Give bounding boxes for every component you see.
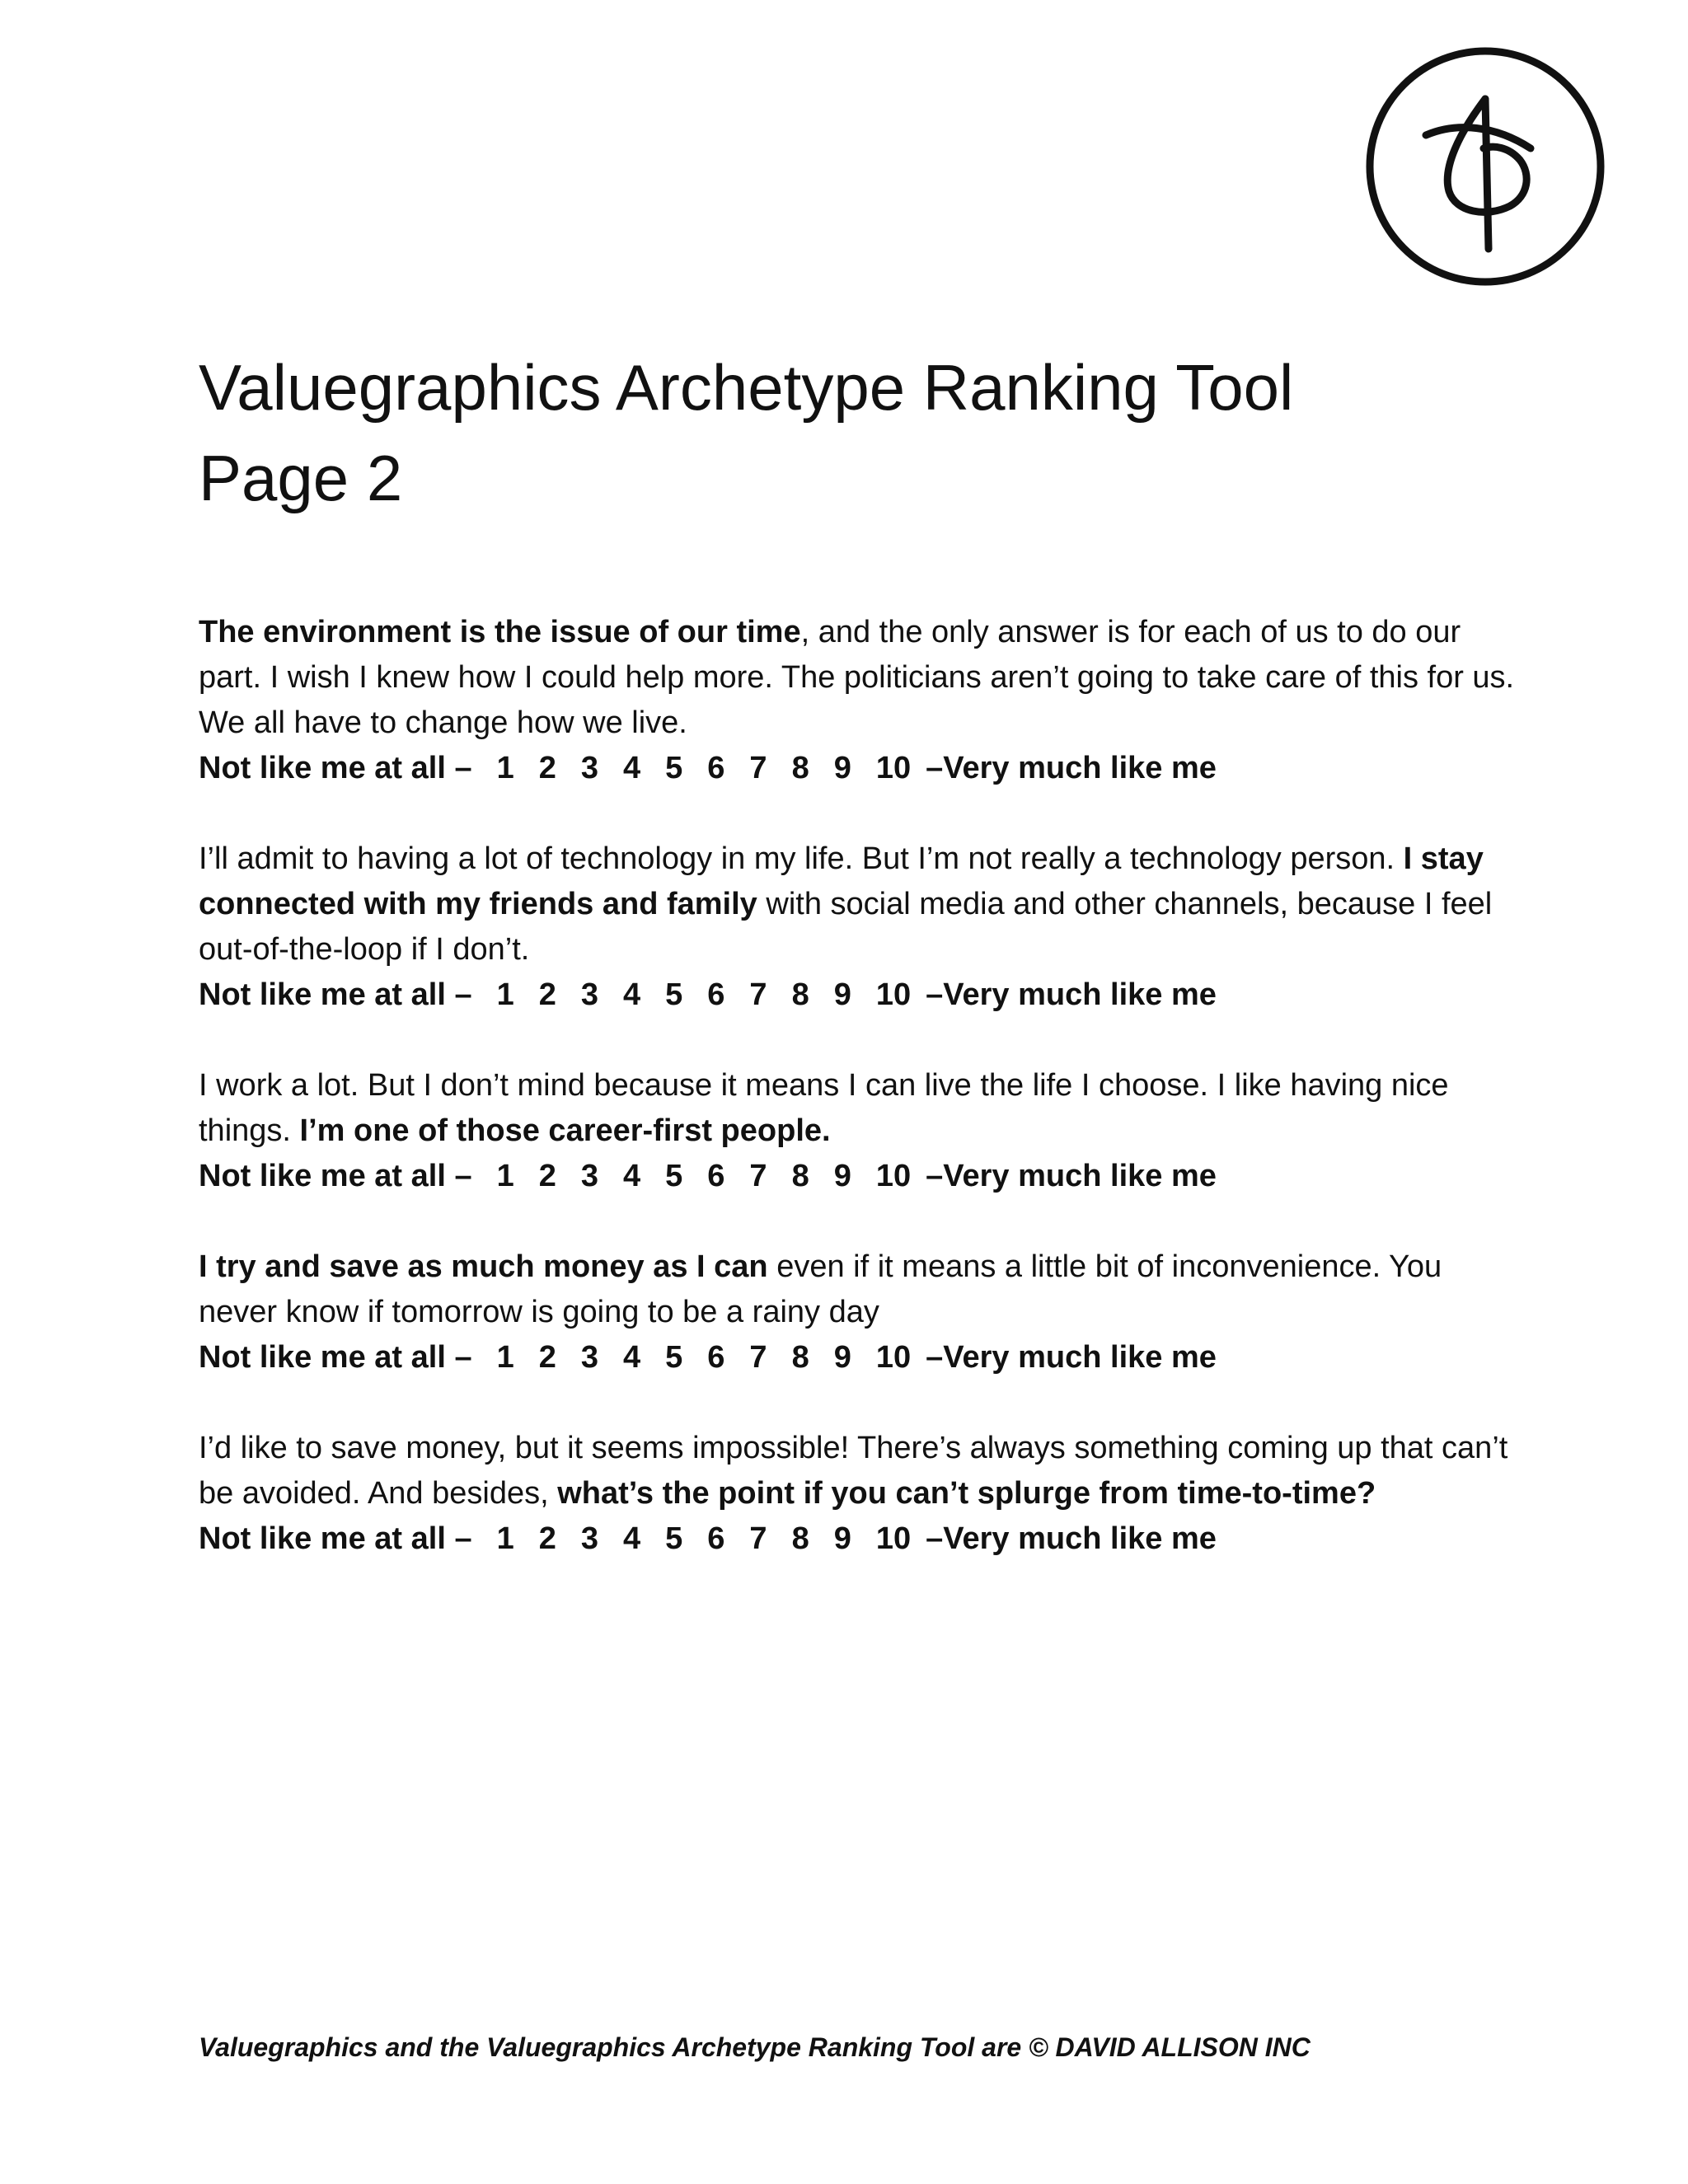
rating-option-1[interactable]: 1 xyxy=(496,1340,514,1375)
statement-text xyxy=(199,610,1517,746)
statement-segment: I’ll admit to having a lot of technology in my life. But I’m not really a technology person. xyxy=(199,841,1404,876)
rating-option-8[interactable]: 8 xyxy=(791,1340,809,1375)
statement-text xyxy=(199,837,1517,972)
statement-segment: I’d like to save money, but it seems impossible! There’s always something coming up that can’t be avoided. And besides, xyxy=(199,1431,1508,1511)
rating-scale xyxy=(199,1335,1517,1380)
rating-option-10[interactable]: 10 xyxy=(875,977,912,1012)
rating-option-6[interactable]: 6 xyxy=(707,1521,725,1556)
rating-option-6[interactable]: 6 xyxy=(707,751,725,785)
rating-option-8[interactable]: 8 xyxy=(791,1159,809,1193)
rating-option-1[interactable]: 1 xyxy=(496,1159,514,1193)
scale-right-label: –Very much like me xyxy=(926,1340,1217,1375)
statement-list xyxy=(199,610,1517,1607)
rating-option-8[interactable]: 8 xyxy=(791,751,809,785)
rating-option-2[interactable]: 2 xyxy=(538,751,556,785)
rating-option-9[interactable]: 9 xyxy=(833,977,851,1012)
statement-text xyxy=(199,1063,1517,1154)
rating-option-5[interactable]: 5 xyxy=(665,1159,683,1193)
rating-option-4[interactable]: 4 xyxy=(623,1340,641,1375)
rating-option-9[interactable]: 9 xyxy=(833,1159,851,1193)
statement-emphasis: The environment is the issue of our time xyxy=(199,615,801,649)
rating-option-5[interactable]: 5 xyxy=(665,1521,683,1556)
scale-left-label: Not like me at all – xyxy=(199,1340,472,1375)
rating-option-2[interactable]: 2 xyxy=(538,1159,556,1193)
rating-option-4[interactable]: 4 xyxy=(623,977,641,1012)
scale-right-label: –Very much like me xyxy=(926,751,1217,785)
statement-text xyxy=(199,1244,1517,1335)
statement-emphasis: I’m one of those career-first people. xyxy=(299,1113,831,1148)
rating-option-2[interactable]: 2 xyxy=(538,1340,556,1375)
statement-emphasis: what’s the point if you can’t splurge from time-to-time? xyxy=(557,1476,1376,1511)
circle-glyph-logo-icon xyxy=(1362,43,1609,290)
scale-right-label: –Very much like me xyxy=(926,1521,1217,1556)
rating-option-4[interactable]: 4 xyxy=(623,1521,641,1556)
scale-right-label: –Very much like me xyxy=(926,977,1217,1012)
statement-item xyxy=(199,1244,1517,1380)
scale-left-label: Not like me at all – xyxy=(199,1159,472,1193)
statement-segment: I work a lot. But I don’t mind because it means I can live the life I choose. I like having nice things. xyxy=(199,1068,1449,1148)
rating-option-4[interactable]: 4 xyxy=(623,1159,641,1193)
page-title-line-2: Page 2 xyxy=(199,442,403,514)
scale-left-label: Not like me at all – xyxy=(199,977,472,1012)
rating-option-6[interactable]: 6 xyxy=(707,1340,725,1375)
rating-option-1[interactable]: 1 xyxy=(496,751,514,785)
statement-item xyxy=(199,1063,1517,1199)
scale-left-label: Not like me at all – xyxy=(199,751,472,785)
statement-item xyxy=(199,610,1517,791)
statement-text xyxy=(199,1426,1517,1516)
rating-option-3[interactable]: 3 xyxy=(580,1159,598,1193)
rating-option-7[interactable]: 7 xyxy=(749,1521,767,1556)
rating-option-2[interactable]: 2 xyxy=(538,1521,556,1556)
rating-scale xyxy=(199,1516,1517,1562)
statement-emphasis: I try and save as much money as I can xyxy=(199,1249,768,1284)
rating-option-5[interactable]: 5 xyxy=(665,1340,683,1375)
rating-scale xyxy=(199,746,1517,791)
rating-option-9[interactable]: 9 xyxy=(833,1340,851,1375)
statement-item xyxy=(199,837,1517,1018)
rating-option-9[interactable]: 9 xyxy=(833,1521,851,1556)
rating-option-3[interactable]: 3 xyxy=(580,751,598,785)
copyright-footer: Valuegraphics and the Valuegraphics Archetype Ranking Tool are © DAVID ALLISON INC xyxy=(199,2032,1311,2062)
rating-option-3[interactable]: 3 xyxy=(580,977,598,1012)
rating-option-7[interactable]: 7 xyxy=(749,1159,767,1193)
rating-option-7[interactable]: 7 xyxy=(749,977,767,1012)
scale-left-label: Not like me at all – xyxy=(199,1521,472,1556)
rating-option-6[interactable]: 6 xyxy=(707,977,725,1012)
statement-segment: even if it means a little bit of inconvenience. You never know if tomorrow is going to be a rainy day xyxy=(199,1249,1442,1329)
rating-option-10[interactable]: 10 xyxy=(875,751,912,785)
page-title xyxy=(199,342,1550,523)
rating-scale xyxy=(199,972,1517,1018)
statement-emphasis: I stay connected with my friends and family xyxy=(199,841,1484,921)
rating-option-10[interactable]: 10 xyxy=(875,1521,912,1556)
rating-option-1[interactable]: 1 xyxy=(496,1521,514,1556)
rating-option-5[interactable]: 5 xyxy=(665,751,683,785)
rating-option-1[interactable]: 1 xyxy=(496,977,514,1012)
rating-option-9[interactable]: 9 xyxy=(833,751,851,785)
rating-option-4[interactable]: 4 xyxy=(623,751,641,785)
rating-option-6[interactable]: 6 xyxy=(707,1159,725,1193)
rating-option-5[interactable]: 5 xyxy=(665,977,683,1012)
statement-segment: with social media and other channels, because I feel out-of-the-loop if I don’t. xyxy=(199,887,1493,967)
rating-option-2[interactable]: 2 xyxy=(538,977,556,1012)
rating-option-8[interactable]: 8 xyxy=(791,977,809,1012)
rating-option-10[interactable]: 10 xyxy=(875,1159,912,1193)
statement-segment: , and the only answer is for each of us to do our part. I wish I knew how I could help more. The politicians aren’t going to take care of this for us. We all have to change how we live. xyxy=(199,615,1515,740)
rating-option-3[interactable]: 3 xyxy=(580,1521,598,1556)
rating-scale xyxy=(199,1154,1517,1199)
rating-option-7[interactable]: 7 xyxy=(749,1340,767,1375)
rating-option-8[interactable]: 8 xyxy=(791,1521,809,1556)
statement-item xyxy=(199,1426,1517,1562)
rating-option-10[interactable]: 10 xyxy=(875,1340,912,1375)
rating-option-7[interactable]: 7 xyxy=(749,751,767,785)
page-title-line-1: Valuegraphics Archetype Ranking Tool xyxy=(199,351,1294,424)
scale-right-label: –Very much like me xyxy=(926,1159,1217,1193)
rating-option-3[interactable]: 3 xyxy=(580,1340,598,1375)
